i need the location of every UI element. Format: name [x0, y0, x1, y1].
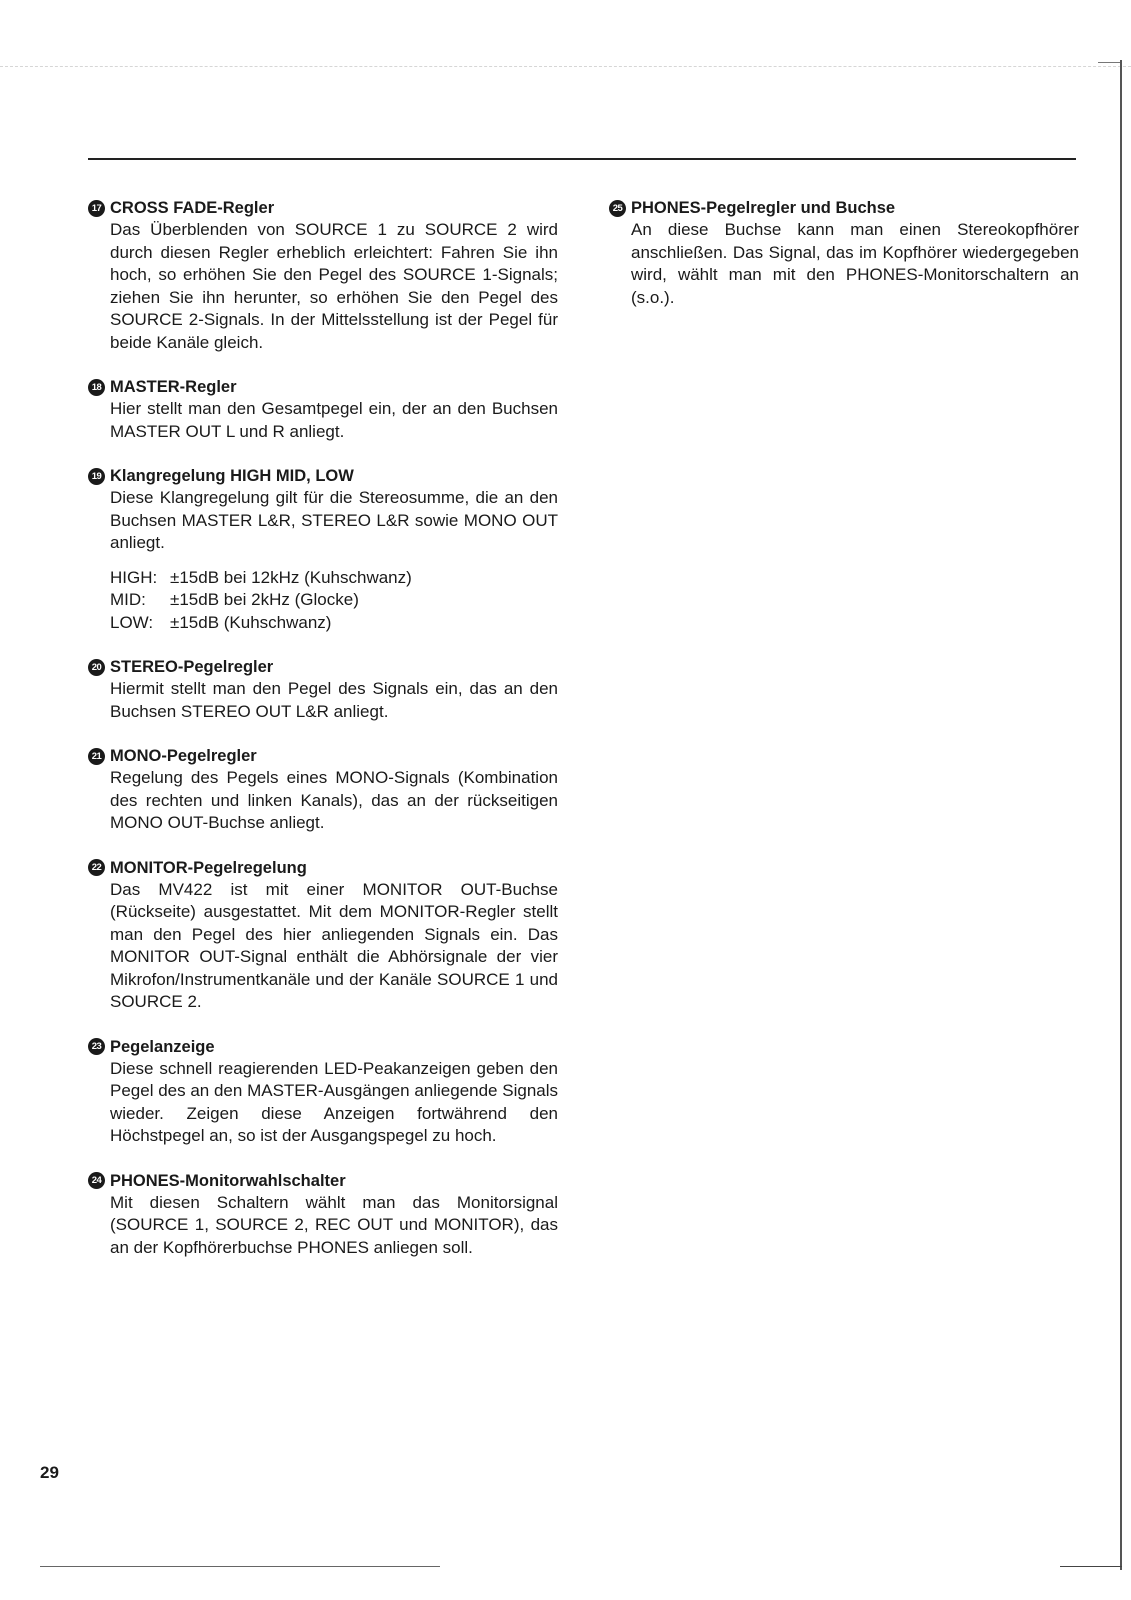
section-heading	[88, 376, 558, 398]
section-heading	[88, 857, 558, 879]
left-column	[88, 197, 558, 1281]
section-text: Mit diesen Schaltern wählt man das Monitorsignal (SOURCE 1, SOURCE 2, REC OUT und MONITOR), das an der Kopfhörerbuchse PHONES anliegen soll.	[110, 1192, 558, 1257]
section-text: Das MV422 ist mit einer MONITOR OUT-Buchse (Rückseite) ausgestattet. Mit dem MONITOR-Regler stellt man den Pegel des hier anliegenden Signals ein. Das MONITOR OUT-Signal enthält die Abhörsignale der vier Mikrofon/Instrumentkanäle und der Kanäle SOURCE 1 und SOURCE 2.	[110, 879, 558, 1011]
spec-row-mid	[110, 589, 558, 612]
section-25	[609, 197, 1079, 309]
section-text: An diese Buchse kann man einen Stereokopfhörer anschließen. Das Signal, das im Kopfhörer wiedergegeben wird, wählt man mit den PHONES-Monitorschaltern an (s.o.).	[631, 220, 1079, 307]
section-number-badge: 25	[609, 200, 626, 217]
section-text: Diese Klangregelung gilt für die Stereosumme, die an den Buchsen MASTER L&R, STEREO L&R sowie MONO OUT anliegt.	[110, 488, 558, 552]
section-number-badge: 20	[88, 659, 105, 676]
section-number-badge: 24	[88, 1172, 105, 1189]
section-text: Hier stellt man den Gesamtpegel ein, der an den Buchsen MASTER OUT L und R anliegt.	[110, 399, 558, 441]
right-column	[609, 197, 1079, 331]
scan-edge-right	[1120, 60, 1122, 1570]
section-text: Diese schnell reagierenden LED-Peakanzeigen geben den Pegel des an den MASTER-Ausgängen anliegende Signals wieder. Zeigen diese Anzeigen fortwährend den Höchstpegel an, so ist der Ausgangspegel zu hoch.	[110, 1058, 558, 1145]
section-heading	[88, 745, 558, 767]
section-title: MASTER-Regler	[110, 378, 237, 396]
spec-row-low	[110, 612, 558, 635]
section-heading	[88, 656, 558, 678]
section-title: Pegelanzeige	[110, 1037, 215, 1056]
spec-value: ±15dB bei 2kHz (Glocke)	[170, 590, 359, 609]
spec-value: ±15dB (Kuhschwanz)	[170, 612, 332, 632]
section-text: Regelung des Pegels eines MONO-Signals (Kombination des rechten und linken Kanals), das an der rückseitigen MONO OUT-Buchse anliegt.	[110, 768, 558, 832]
section-heading	[609, 197, 1079, 219]
page-number: 29	[40, 1463, 59, 1482]
section-18	[88, 376, 558, 443]
section-number-badge: 23	[88, 1038, 105, 1055]
scan-edge-bottom	[40, 1566, 440, 1567]
section-heading	[88, 465, 558, 487]
section-title: CROSS FADE-Regler	[110, 199, 275, 217]
header-rule	[88, 158, 1076, 160]
section-text: Hiermit stellt man den Pegel des Signals ein, das an den Buchsen STEREO OUT L&R anliegt.	[110, 679, 558, 721]
section-23	[88, 1036, 558, 1148]
scan-edge-bottom-right	[1060, 1566, 1122, 1567]
spec-value: ±15dB bei 12kHz (Kuhschwanz)	[170, 567, 412, 587]
section-text: Das Überblenden von SOURCE 1 zu SOURCE 2 wird durch diesen Regler erheblich erleichtert: Fahren Sie ihn hoch, so erhöhen Sie den Pegel des SOURCE 1-Signals; ziehen Sie ihn herunter, so erhöhen Sie den Pegel des SOURCE 2-Signals. In der Mittelsstellung ist der Pegel für beide Kanäle gleich.	[110, 220, 558, 352]
section-number-badge: 22	[88, 859, 105, 876]
section-21	[88, 745, 558, 835]
section-heading	[88, 1036, 558, 1058]
section-number-badge: 19	[88, 468, 105, 485]
spec-label: HIGH:	[110, 567, 158, 587]
section-title: MONITOR-Pegelregelung	[110, 858, 307, 877]
scan-edge-right-cap	[1098, 62, 1122, 63]
section-20	[88, 656, 558, 723]
section-19	[88, 465, 558, 634]
section-title: MONO-Pegelregler	[110, 747, 257, 765]
spec-label: MID:	[110, 590, 146, 609]
section-heading	[88, 197, 558, 219]
section-22	[88, 857, 558, 1014]
section-title: PHONES-Pegelregler und Buchse	[631, 199, 896, 217]
section-title: STEREO-Pegelregler	[110, 658, 274, 676]
eq-spec-list	[110, 567, 558, 635]
section-number-badge: 21	[88, 748, 105, 765]
section-number-badge: 17	[88, 200, 105, 217]
section-title: Klangregelung HIGH MID, LOW	[110, 467, 354, 485]
spec-label: LOW:	[110, 612, 154, 632]
section-24	[88, 1170, 558, 1260]
section-title: PHONES-Monitorwahlschalter	[110, 1171, 346, 1190]
spec-row-high	[110, 567, 558, 590]
scan-edge-top	[0, 66, 1131, 67]
section-heading	[88, 1170, 558, 1192]
section-number-badge: 18	[88, 379, 105, 396]
section-17	[88, 197, 558, 354]
